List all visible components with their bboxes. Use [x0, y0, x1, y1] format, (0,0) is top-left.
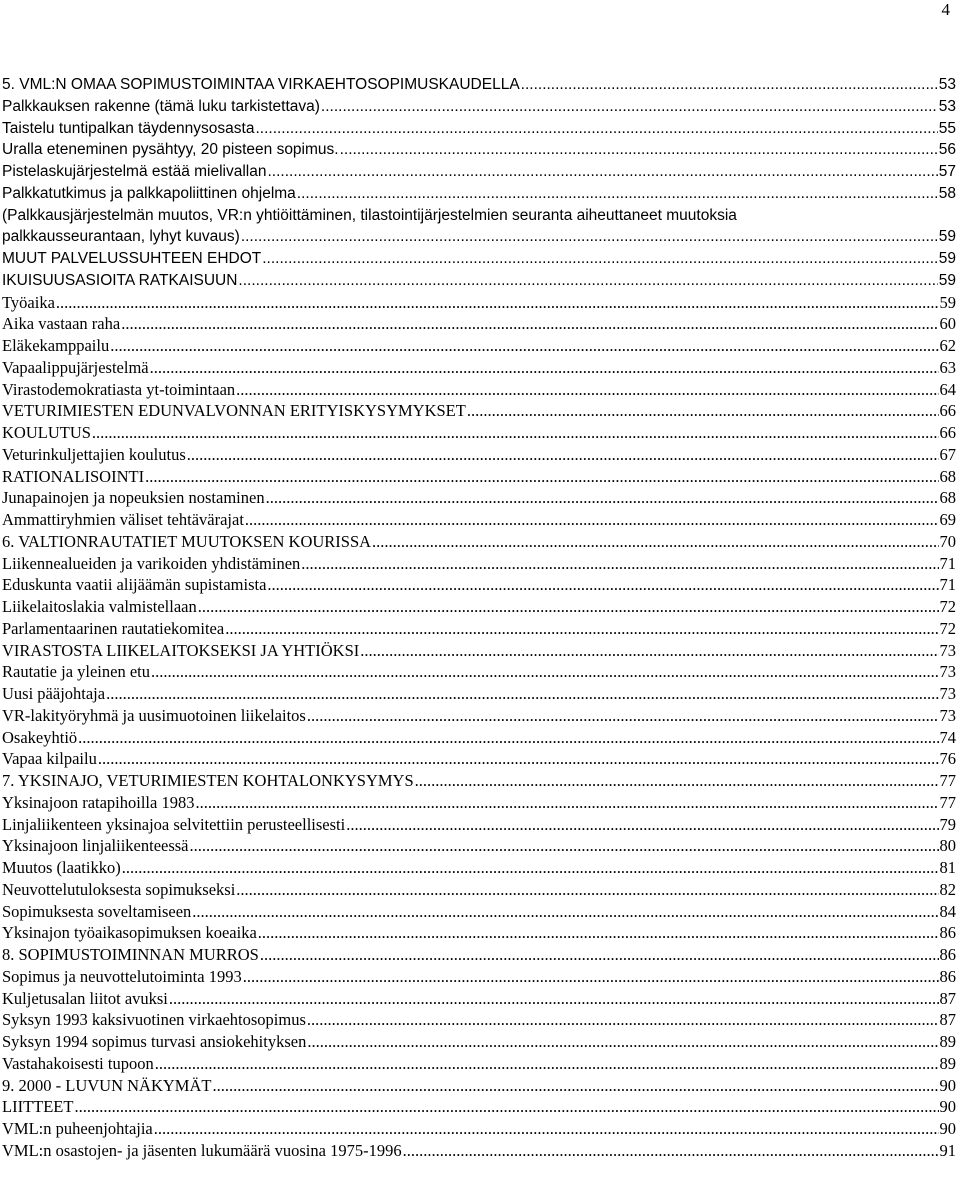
toc-entry-page-number: 55	[938, 119, 956, 137]
dot-leader	[307, 705, 939, 727]
dot-leader	[106, 683, 938, 705]
toc-entry[interactable]	[2, 1031, 956, 1053]
dot-leader	[307, 1009, 939, 1031]
toc-entry-page-number: 72	[939, 597, 956, 616]
toc-entry-page-number: 59	[938, 250, 956, 267]
toc-entry-page-number: 90	[939, 1097, 956, 1117]
dot-leader	[238, 270, 937, 292]
dot-leader	[521, 74, 938, 96]
dot-leader	[151, 661, 939, 683]
toc-entry-title: Syksyn 1993 kaksivuotinen virkaehtosopimus	[2, 1010, 306, 1030]
toc-entry-title: Sopimus ja neuvottelutoiminta 1993	[2, 966, 242, 986]
toc-entry-page-number: 67	[939, 444, 956, 464]
toc-entry[interactable]	[2, 966, 956, 988]
dot-leader	[187, 444, 939, 466]
toc-entry-page-number: 71	[939, 553, 956, 573]
dot-leader	[195, 792, 938, 814]
toc-entry-page-number: 62	[939, 336, 956, 355]
toc-entry-page-number: 57	[938, 163, 956, 180]
toc-entry[interactable]	[2, 857, 956, 879]
dot-leader	[74, 1096, 938, 1118]
dot-leader	[243, 966, 939, 988]
toc-entry[interactable]	[2, 770, 956, 792]
toc-entry-title: Vapaa kilpailu	[2, 749, 97, 769]
toc-entry-page-number: 73	[939, 705, 956, 725]
dot-leader	[258, 922, 939, 944]
dot-leader	[403, 1140, 939, 1162]
toc-entry[interactable]	[2, 661, 956, 683]
toc-entry-title: Vastahakoisesti tupoon	[2, 1053, 154, 1073]
toc-entry-page-number: 81	[939, 858, 956, 877]
toc-entry[interactable]	[2, 161, 956, 183]
toc-entry-title: Palkkauksen rakenne (tämä luku tarkistettava)	[2, 97, 320, 115]
toc-entry-title: Pistelaskujärjestelmä estää mielivallan	[2, 163, 267, 180]
dot-leader	[145, 466, 938, 488]
toc-entry-title: IKUISUUSASIOITA RATKAISUUN	[2, 271, 238, 289]
toc-entry-page-number: 70	[939, 531, 956, 551]
toc-entry-page-number: 76	[939, 749, 956, 769]
toc-entry-page-number: 89	[939, 1032, 956, 1051]
dot-leader	[110, 335, 938, 357]
toc-entry[interactable]	[2, 988, 956, 1010]
toc-entry-page-number: 86	[939, 945, 956, 964]
toc-entry-title: Muutos (laatikko)	[2, 858, 121, 877]
dot-leader	[245, 509, 939, 531]
dot-leader	[467, 400, 939, 422]
dot-leader	[260, 944, 939, 966]
toc-entry[interactable]	[2, 422, 956, 444]
toc-entry[interactable]	[2, 879, 956, 901]
toc-entry-page-number: 86	[939, 923, 956, 943]
toc-entry-page-number: 73	[939, 684, 956, 703]
toc-entry[interactable]	[2, 248, 956, 270]
toc-entry[interactable]	[2, 640, 956, 662]
toc-entry[interactable]	[2, 705, 956, 727]
dot-leader	[154, 1118, 939, 1140]
toc-entry[interactable]	[2, 292, 956, 314]
dot-leader	[255, 118, 937, 140]
toc-entry-title: Liikennealueiden ja varikoiden yhdistäminen	[2, 553, 301, 573]
toc-entry[interactable]	[2, 357, 956, 379]
toc-entry-title: VML:n puheenjohtajia	[2, 1119, 153, 1138]
toc-entry-page-number: 53	[938, 76, 956, 93]
toc-entry-page-number: 53	[938, 97, 956, 115]
toc-entry-title: Liikelaitoslakia valmistellaan	[2, 597, 197, 616]
dot-leader	[297, 183, 938, 205]
toc-entry-page-number: 82	[939, 879, 956, 899]
toc-entry[interactable]	[2, 444, 956, 466]
toc-entry-page-number: 66	[939, 401, 956, 421]
toc-entry-page-number: 58	[938, 184, 956, 202]
dot-leader	[236, 379, 938, 401]
toc-entry[interactable]	[2, 270, 956, 292]
toc-entry-page-number: 91	[939, 1140, 956, 1160]
toc-entry-page-number: 59	[938, 271, 956, 289]
toc-entry[interactable]	[2, 379, 956, 401]
toc-entry[interactable]	[2, 466, 956, 488]
toc-entry-page-number: 84	[939, 901, 956, 921]
toc-entry[interactable]	[2, 901, 956, 923]
toc-entry[interactable]	[2, 139, 956, 161]
toc-entry[interactable]	[2, 226, 956, 248]
toc-entry-title: 5. VML:N OMAA SOPIMUSTOIMINTAA VIRKAEHTOSOPIMUSKAUDELLA	[2, 76, 520, 93]
toc-entry[interactable]	[2, 748, 956, 770]
toc-entry-title: Palkkatutkimus ja palkkapoliittinen ohjelma	[2, 184, 296, 202]
dot-leader	[346, 814, 938, 836]
toc-entry-page-number: 77	[939, 792, 956, 812]
toc-entry[interactable]	[2, 1075, 956, 1097]
toc-entry-title: Työaika	[2, 292, 55, 312]
toc-entry-page-number: 68	[939, 488, 956, 508]
toc-entry-title: MUUT PALVELUSSUHTEEN EHDOT	[2, 250, 262, 267]
toc-entry-title: Syksyn 1994 sopimus turvasi ansiokehityksen	[2, 1032, 307, 1051]
table-of-contents	[2, 74, 956, 1162]
toc-entry-title: Vapaalippujärjestelmä	[2, 357, 149, 377]
toc-entry-page-number: 74	[939, 727, 956, 747]
toc-entry-title: VR-lakityöryhmä ja uusimuotoinen liikelaitos	[2, 705, 306, 725]
toc-entry[interactable]	[2, 74, 956, 96]
toc-entry-title: Uralla eteneminen pysähtyy, 20 pisteen sopimus.	[2, 141, 339, 159]
toc-entry-title: VETURIMIESTEN EDUNVALVONNAN ERITYISKYSYMYKSET	[2, 401, 466, 421]
toc-entry-title: 9. 2000 - LUVUN NÄKYMÄT	[2, 1075, 212, 1095]
toc-entry-page-number: 87	[939, 988, 956, 1008]
toc-entry-page-number: 68	[939, 466, 956, 486]
toc-entry-title: Yksinajoon ratapihoilla 1983	[2, 792, 195, 812]
dot-leader	[301, 553, 938, 575]
toc-entry-page-number: 66	[939, 423, 956, 442]
toc-entry-page-number: 90	[939, 1075, 956, 1095]
toc-entry[interactable]	[2, 183, 956, 205]
toc-entry-title: VML:n osastojen- ja jäsenten lukumäärä vuosina 1975-1996	[2, 1140, 402, 1160]
dot-leader	[267, 574, 938, 596]
dot-leader	[340, 139, 938, 161]
toc-entry[interactable]	[2, 553, 956, 575]
dot-leader	[192, 901, 938, 923]
toc-entry-title: LIITTEET	[2, 1097, 74, 1117]
toc-entry-title: Uusi pääjohtaja	[2, 684, 106, 703]
toc-entry-page-number: 71	[939, 575, 956, 595]
toc-entry-page-number: 59	[938, 228, 956, 246]
toc-entry-title: (Palkkausjärjestelmän muutos, VR:n yhtiöittäminen, tilastointijärjestelmien seuranta aiheuttaneet muutoksia	[2, 206, 737, 224]
toc-entry-page-number: 63	[939, 357, 956, 377]
toc-entry-page-number: 87	[939, 1010, 956, 1030]
toc-entry-page-number: 59	[939, 292, 956, 312]
toc-entry-title: Junapainojen ja nopeuksien nostaminen	[2, 488, 265, 508]
toc-entry[interactable]	[2, 727, 956, 749]
toc-entry-page-number: 56	[938, 141, 956, 159]
dot-leader	[262, 248, 938, 270]
dot-leader	[321, 96, 938, 118]
toc-entry-page-number: 77	[939, 771, 956, 790]
toc-entry-title: Aika vastaan raha	[2, 314, 121, 334]
toc-entry[interactable]	[2, 1053, 956, 1075]
toc-entry-page-number: 89	[939, 1053, 956, 1073]
toc-entry[interactable]	[2, 683, 956, 705]
toc-entry-page-number: 69	[939, 510, 956, 529]
dot-leader	[78, 727, 938, 749]
dot-leader	[56, 292, 939, 314]
toc-entry[interactable]	[2, 944, 956, 966]
dot-leader	[121, 313, 938, 335]
toc-entry[interactable]	[2, 1118, 956, 1140]
toc-entry[interactable]	[2, 487, 956, 509]
toc-entry[interactable]	[2, 118, 956, 140]
toc-entry-title: RATIONALISOINTI	[2, 466, 145, 486]
dot-leader	[155, 1053, 939, 1075]
toc-entry-title: palkkausseurantaan, lyhyt kuvaus)	[2, 228, 240, 246]
dot-leader	[150, 357, 939, 379]
toc-entry[interactable]	[2, 531, 956, 553]
toc-entry-title: Kuljetusalan liitot avuksi	[2, 988, 168, 1008]
toc-entry[interactable]	[2, 205, 956, 227]
toc-entry-title: Yksinajoon linjaliikenteessä	[2, 836, 189, 856]
toc-entry-page-number: 80	[939, 836, 956, 856]
dot-leader	[92, 422, 939, 444]
toc-entry-title: VIRASTOSTA LIIKELAITOKSEKSI JA YHTIÖKSI	[2, 640, 360, 660]
toc-entry[interactable]	[2, 574, 956, 596]
toc-entry-page-number: 60	[939, 314, 956, 334]
toc-entry-page-number: 86	[939, 966, 956, 986]
dot-leader	[190, 835, 939, 857]
toc-entry-title: Taistelu tuntipalkan täydennysosasta	[2, 119, 255, 137]
toc-entry-title: Osakeyhtiö	[2, 727, 78, 747]
dot-leader	[198, 596, 939, 618]
toc-entry-title: 6. VALTIONRAUTATIET MUUTOKSEN KOURISSA	[2, 531, 372, 551]
dot-leader	[307, 1031, 938, 1053]
toc-entry-title: 8. SOPIMUSTOIMINNAN MURROS	[2, 945, 259, 964]
dot-leader	[236, 879, 938, 901]
dot-leader	[266, 487, 939, 509]
toc-entry-title: KOULUTUS	[2, 423, 91, 442]
toc-entry[interactable]	[2, 596, 956, 618]
dot-leader	[98, 748, 939, 770]
toc-entry-title: Linjaliikenteen yksinajoa selvitettiin perusteellisesti	[2, 814, 346, 834]
toc-entry[interactable]	[2, 618, 956, 640]
toc-entry[interactable]	[2, 835, 956, 857]
toc-entry-title: Neuvottelutuloksesta sopimukseksi	[2, 879, 236, 899]
toc-entry-title: 7. YKSINAJO, VETURIMIESTEN KOHTALONKYSYMYS	[2, 771, 414, 790]
toc-entry-page-number: 90	[939, 1119, 956, 1138]
toc-entry[interactable]	[2, 814, 956, 836]
dot-leader	[241, 226, 938, 248]
toc-entry-title: Rautatie ja yleinen etu	[2, 662, 150, 682]
toc-entry-page-number: 79	[939, 814, 956, 834]
toc-entry-page-number: 73	[939, 662, 956, 682]
toc-entry-page-number: 72	[939, 618, 956, 638]
toc-entry-title: Eduskunta vaatii alijäämän supistamista	[2, 575, 267, 595]
dot-leader	[267, 161, 937, 183]
toc-entry-title: Virastodemokratiasta yt-toimintaan	[2, 379, 236, 399]
page-number: 4	[941, 0, 950, 19]
toc-entry[interactable]	[2, 1009, 956, 1031]
toc-entry[interactable]	[2, 1140, 956, 1162]
toc-entry[interactable]	[2, 313, 956, 335]
dot-leader	[360, 640, 938, 662]
toc-entry[interactable]	[2, 792, 956, 814]
toc-entry[interactable]	[2, 335, 956, 357]
toc-entry[interactable]	[2, 1096, 956, 1118]
toc-entry-title: Yksinajon työaikasopimuksen koeaika	[2, 923, 257, 943]
dot-leader	[169, 988, 939, 1010]
toc-entry-title: Veturinkuljettajien koulutus	[2, 444, 186, 464]
dot-leader	[122, 857, 939, 879]
toc-entry-title: Ammattiryhmien väliset tehtävärajat	[2, 510, 244, 529]
toc-entry-title: Sopimuksesta soveltamiseen	[2, 901, 192, 921]
toc-entry[interactable]	[2, 96, 956, 118]
dot-leader	[372, 531, 938, 553]
toc-entry[interactable]	[2, 400, 956, 422]
toc-entry[interactable]	[2, 922, 956, 944]
toc-entry-title: Eläkekamppailu	[2, 336, 110, 355]
dot-leader	[212, 1075, 938, 1097]
toc-entry[interactable]	[2, 509, 956, 531]
toc-entry-title: Parlamentaarinen rautatiekomitea	[2, 618, 225, 638]
dot-leader	[225, 618, 938, 640]
toc-entry-page-number: 64	[939, 379, 956, 399]
dot-leader	[415, 770, 939, 792]
toc-entry-page-number: 73	[939, 640, 956, 660]
